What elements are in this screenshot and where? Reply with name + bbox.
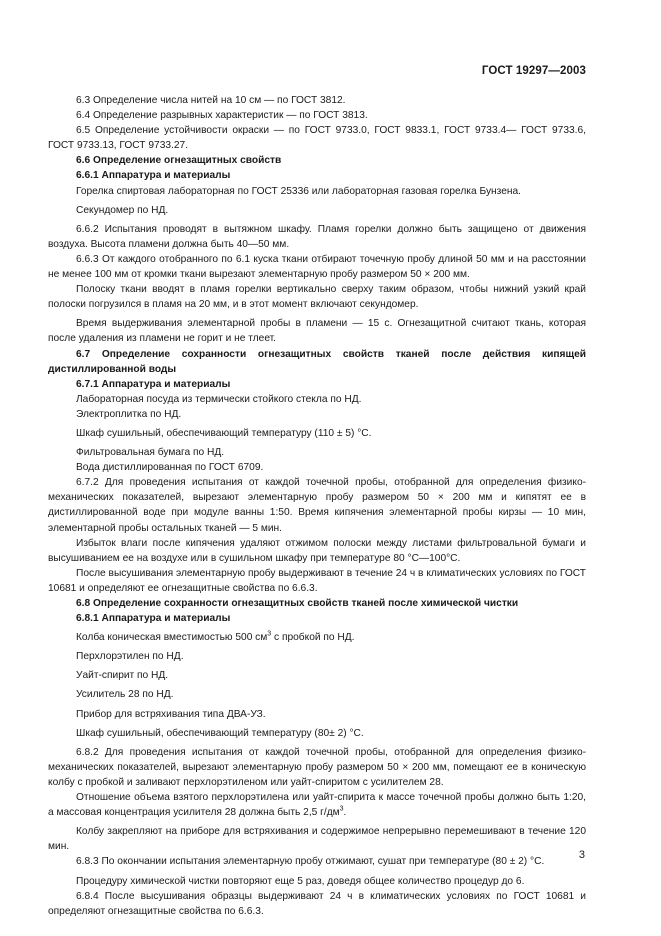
paragraph-tail: . (343, 807, 347, 819)
paragraph-text: 6.4 Определение разрывных характеристик — по ГОСТ 3813. (76, 110, 368, 122)
paragraph-text: Электроплитка по НД. (76, 408, 182, 420)
paragraph (48, 108, 586, 123)
paragraph-text: Лабораторная посуда из термически стойкого стекла по НД. (76, 393, 362, 405)
paragraph-text: Колбу закрепляют на приборе для встряхивания и содержимое непрерывно перемешивают в течение 120 мин. (48, 826, 586, 853)
paragraph (48, 460, 586, 475)
paragraph-text: Перхлорэтилен по НД. (76, 651, 184, 663)
paragraph-text: Горелка спиртовая лабораторная по ГОСТ 25336 или лабораторная газовая горелка Бунзена. (76, 185, 522, 197)
paragraph (48, 392, 586, 407)
paragraph (48, 874, 586, 889)
paragraph-text: 6.6.3 От каждого отобранного по 6.1 куска ткани отбирают точечную пробу длиной 50 мм и на расстоянии не менее 100 мм от кромки ткани вырезают элементарную пробу размером 50 × 200 мм. (48, 253, 586, 281)
paragraph (48, 316, 586, 346)
paragraph (48, 687, 586, 702)
paragraph-text: 6.8.4 После высушивания образцы выдерживают 24 ч в климатических условиях по ГОСТ 10681 и определяют огнезащитные свойства по 6.6.3. (48, 890, 586, 917)
document-body (48, 93, 586, 919)
paragraph-text: После высушивания элементарную пробу выдерживают в течение 24 ч в климатических условиях по ГОСТ 10681 и определяют ее огнезащитные свойства по 6.6.3. (48, 567, 586, 594)
paragraph (48, 123, 586, 153)
paragraph (48, 889, 586, 919)
paragraph-text: 6.7 Определение сохранности огнезащитных свойств тканей после действия кипящей дистиллированной воды (48, 348, 586, 375)
paragraph-text: Время выдерживания элементарной пробы в пламени — 15 с. Огнезащитной считают ткань, которая после удаления из пламени не горит и не тлеет. (48, 318, 586, 345)
paragraph (48, 630, 586, 645)
paragraph-text: Отношение объема взятого перхлорэтилена или уайт-спирита к массе точечной пробы должно быть 1:20, а массовая концентрация усилителя 28 должна быть 2,5 г/дм (48, 792, 586, 819)
paragraph-text: Вода дистиллированная по ГОСТ 6709. (76, 462, 264, 474)
paragraph (48, 707, 586, 722)
paragraph (48, 222, 586, 252)
paragraph-text: 6.7.2 Для проведения испытания от каждой точечной пробы, отобранной для определения физико-механических показателей, вырезают элементарную пробу размером 50 × 200 мм и кипятят ее в дистиллированной воде при модуле ванны 1:50. Время кипячения элементарной пробы кирзы — 10 мин, элементарной пробы остальных тканей — 5 мин. (48, 477, 586, 534)
paragraph (48, 566, 586, 596)
paragraph (48, 445, 586, 460)
paragraph (48, 203, 586, 218)
page-number: 3 (578, 849, 585, 861)
paragraph-text: 6.8.1 Аппаратура и материалы (76, 613, 231, 625)
paragraph-text: 6.8 Определение сохранности огнезащитных свойств тканей после химической чистки (76, 598, 519, 609)
paragraph (48, 726, 586, 741)
paragraph (48, 252, 586, 282)
superscript: 3 (267, 630, 272, 638)
superscript: 3 (339, 805, 344, 813)
paragraph-text: Колба коническая вместимостью 500 см (76, 632, 268, 644)
section-heading (48, 596, 586, 611)
paragraph-text: Полоску ткани вводят в пламя горелки вертикально сверху таким образом, чтобы нижний узкий край полоски погрузился в пламя на 20 мм, и в этот момент включают секундомер. (48, 284, 586, 311)
paragraph-text: Фильтровальная бумага по НД. (76, 447, 225, 459)
paragraph (48, 745, 586, 790)
paragraph-tail: с пробкой по НД. (271, 632, 355, 644)
paragraph (48, 475, 586, 535)
paragraph-text: Прибор для встряхивания типа ДВА-УЗ. (76, 708, 266, 720)
paragraph-text: 6.5 Определение устойчивости окраски — по ГОСТ 9733.0, ГОСТ 9833.1, ГОСТ 9733.4— ГОСТ 9733.6, ГОСТ 9733.13, ГОСТ 9733.27. (48, 125, 586, 152)
paragraph-text: Избыток влаги после кипячения удаляют отжимом полоски между листами фильтровальной бумаги и высушиванием ее на воздухе или в сушильном шкафу при температуре 80 °С—100°С. (48, 537, 586, 564)
paragraph-text: Шкаф сушильный, обеспечивающий температуру (80± 2) °С. (76, 727, 364, 739)
paragraph (48, 824, 586, 854)
paragraph (48, 649, 586, 664)
paragraph-text: 6.6 Определение огнезащитных свойств (76, 155, 282, 167)
paragraph (48, 93, 586, 108)
paragraph-text: Процедуру химической чистки повторяют еще 5 раз, доведя общее количество процедур до 6. (76, 875, 525, 887)
paragraph-text: Шкаф сушильный, обеспечивающий температуру (110 ± 5) °С. (76, 427, 372, 439)
paragraph (48, 184, 586, 199)
paragraph (48, 282, 586, 312)
paragraph (48, 407, 586, 422)
section-heading (48, 611, 586, 626)
section-heading (48, 377, 586, 392)
paragraph-text: Усилитель 28 по НД. (76, 689, 174, 701)
paragraph-text: 6.3 Определение числа нитей на 10 см — по ГОСТ 3812. (76, 95, 346, 106)
paragraph-text: 6.6.1 Аппаратура и материалы (76, 170, 231, 182)
paragraph-text: 6.7.1 Аппаратура и материалы (76, 378, 231, 390)
paragraph (48, 790, 586, 820)
paragraph-text: 6.8.2 Для проведения испытания от каждой точечной пробы, отобранной для определения физико-механических показателей, вырезают элементарную пробу размером 50 × 200 мм, помещают ее в коническую колбу с пробкой и заливают перхлорэтиленом или уайт-спиритом с усилителем 28. (48, 746, 586, 788)
paragraph-text: Уайт-спирит по НД. (76, 670, 169, 682)
paragraph-text: 6.6.2 Испытания проводят в вытяжном шкафу. Пламя горелки должно быть защищено от движения воздуха. Высота пламени должна быть 40—50 мм. (48, 223, 586, 250)
paragraph-text: Секундомер по НД. (76, 204, 169, 216)
document-header: ГОСТ 19297—2003 (481, 65, 586, 77)
paragraph (48, 536, 586, 566)
paragraph (48, 426, 586, 441)
section-heading (48, 168, 586, 183)
section-heading (48, 347, 586, 377)
section-heading (48, 153, 586, 168)
paragraph-text: 6.8.3 По окончании испытания элементарную пробу отжимают, сушат при температуре (80 ± 2) °С. (76, 856, 545, 868)
paragraph (48, 668, 586, 683)
paragraph (48, 854, 586, 869)
